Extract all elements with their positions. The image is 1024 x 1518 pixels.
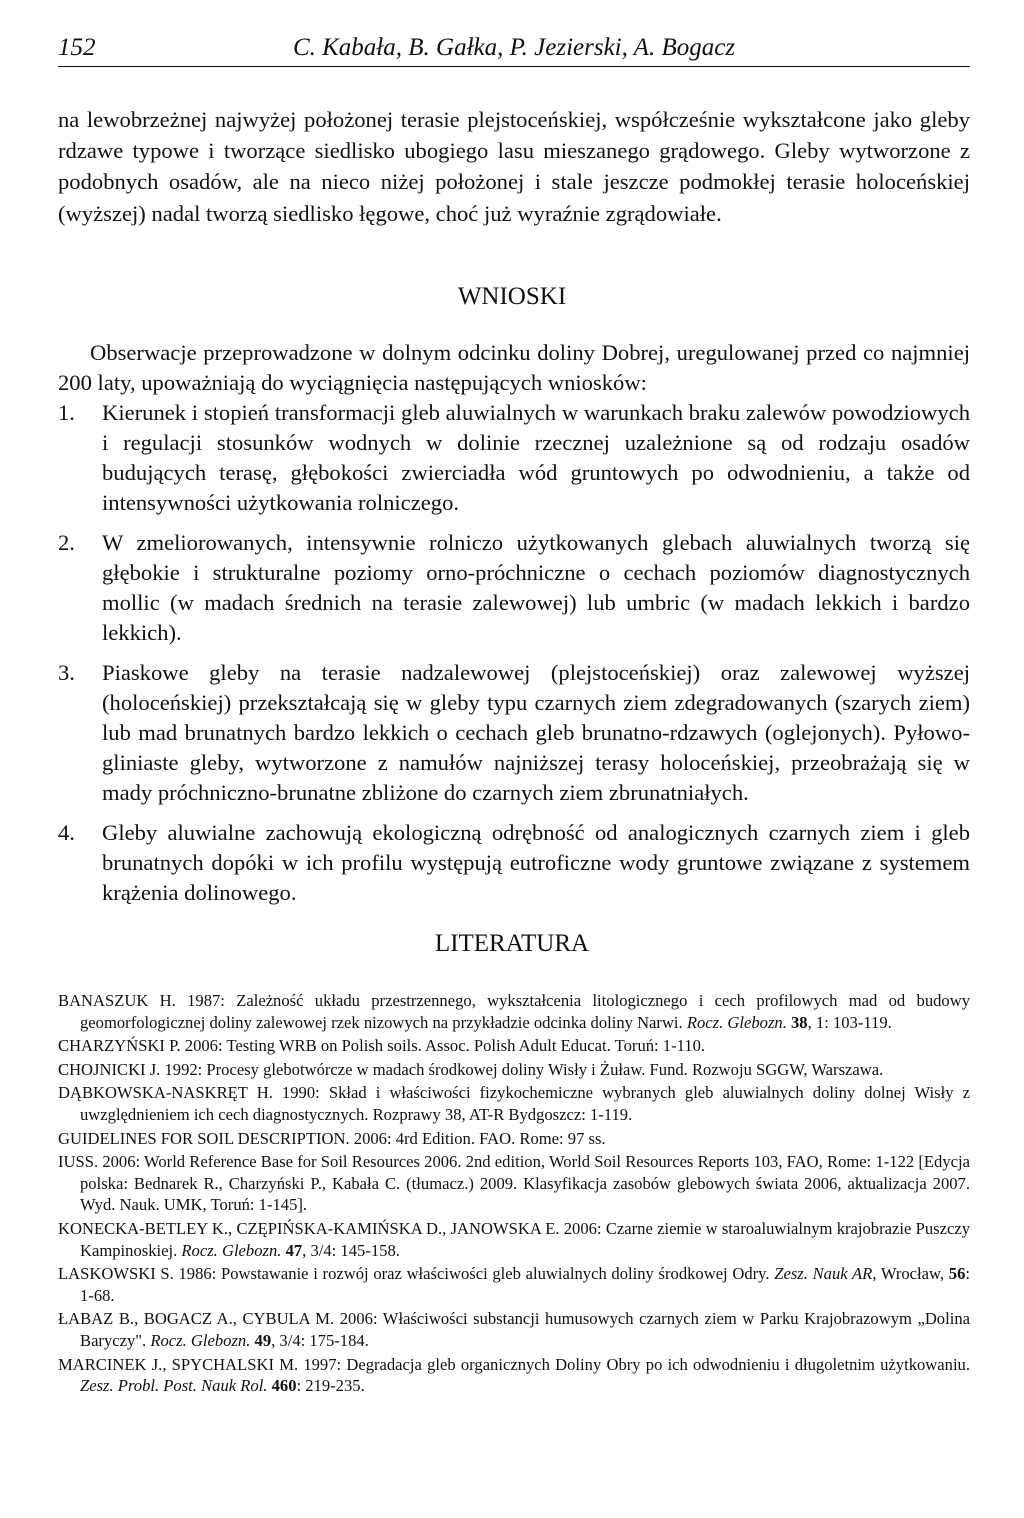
conclusion-number: 1. <box>58 400 75 425</box>
reference-pages: , 3/4: 145-158. <box>302 1240 400 1260</box>
conclusion-number: 2. <box>58 530 75 555</box>
reference-item <box>58 1059 970 1081</box>
reference-volume: 56 <box>948 1264 966 1284</box>
reference-pages: : 1-68. <box>80 1264 970 1305</box>
conclusions-intro <box>58 338 970 398</box>
conclusion-item <box>58 528 970 648</box>
reference-item <box>58 1128 970 1150</box>
reference-item <box>58 1308 970 1351</box>
reference-item <box>58 1082 970 1125</box>
conclusion-item <box>58 658 970 808</box>
reference-text: CHARZYŃSKI P. 2006: Testing WRB on Polish soils. Assoc. Polish Adult Educat. Toruń: 1-110. <box>58 1036 706 1056</box>
reference-journal: Zesz. Probl. Post. Nauk Rol. <box>80 1376 268 1396</box>
reference-text: CHOJNICKI J. 1992: Procesy glebotwórcze w madach środkowej doliny Wisły i Żuław. Fund. Rozwoju SGGW, Warszawa. <box>58 1059 884 1079</box>
reference-volume: 49 <box>250 1330 272 1350</box>
intro-text: na lewobrzeżnej najwyżej położonej terasie plejstoceńskiej, współcześnie wykształcone jako gleby rdzawe typowe i tworzące siedlisko ubogiego lasu mieszanego grądowego. Gleby wytworzone z podobnych osadów, ale na nieco niżej położonej i stale jeszcze podmokłej terasie holoceńskiej (wyższej) nadal tworzą siedlisko łęgowe, choć już wyraźnie zgrądowiałe. <box>58 107 970 226</box>
conclusion-number: 3. <box>58 660 75 685</box>
conclusion-item <box>58 818 970 908</box>
reference-pages: , 1: 103-119. <box>807 1012 892 1032</box>
intro-paragraph <box>58 104 970 229</box>
conclusions-intro-text: Obserwacje przeprowadzone w dolnym odcinku doliny Dobrej, uregulowanej przed co najmniej 200 laty, upoważniają do wyciągnięcia następujących wniosków: <box>58 340 970 395</box>
reference-text: BANASZUK H. 1987: Zależność układu przestrzennego, wykształcenia litologicznego i cech profilowych mad od budowy geomorfologicznej doliny zalewowej rzek nizowych na przykładzie odcinka doliny Narwi. <box>58 991 970 1032</box>
reference-journal: Zesz. Nauk AR <box>774 1264 873 1284</box>
reference-item <box>58 1151 970 1216</box>
reference-volume: 38 <box>786 1012 808 1032</box>
literature-heading: LITERATURA <box>434 930 590 957</box>
reference-item <box>58 1354 970 1397</box>
reference-text: KONECKA-BETLEY K., CZĘPIŃSKA-KAMIŃSKA D., JANOWSKA E. 2006: Czarne ziemie w staroaluwialnym krajobrazie Puszczy Kampinoskiej. <box>58 1218 970 1260</box>
reference-list <box>58 990 970 1399</box>
reference-journal: Rocz. Glebozn. <box>150 1330 251 1350</box>
reference-volume: 460 <box>267 1376 297 1396</box>
conclusion-text: Piaskowe gleby na terasie nadzalewowej (plejstoceńskiej) oraz zalewowej wyższej (holoceńskiej) przekształcają się w gleby typu czarnych ziem zdegradowanych (szarych ziem) lub mad brunatnych bardzo lekkich o cechach gleb brunatno-rdzawych (oglejonych). Pyłowo-gliniaste gleby, wytworzone z namułów najniższej terasy holoceńskiej, przeobrażają się w mady próchniczno-brunatne zbliżone do czarnych ziem zbrunatniałych. <box>102 660 970 805</box>
reference-item <box>58 1218 970 1261</box>
reference-pages: , 3/4: 175-184. <box>271 1330 369 1350</box>
reference-text: MARCINEK J., SPYCHALSKI M. 1997: Degradacja gleb organicznych Doliny Obry po ich odwodnieniu i długoletnim użytkowaniu. <box>58 1354 970 1374</box>
reference-text: GUIDELINES FOR SOIL DESCRIPTION. 2006: 4rd Edition. FAO. Rome: 97 ss. <box>58 1128 606 1148</box>
reference-pages: : 219-235. <box>296 1376 365 1396</box>
reference-text: DĄBKOWSKA-NASKRĘT H. 1990: Skład i właściwości fizykochemiczne wybranych gleb aluwialnych doliny dolnej Wisły z uwzględnieniem ich cech diagnostycznych. Rozprawy 38, AT-R Bydgoszcz: 1-119. <box>58 1083 970 1124</box>
page-number: 152 <box>58 34 96 61</box>
reference-journal: Rocz. Glebozn. <box>686 1012 787 1032</box>
running-header <box>58 28 970 67</box>
conclusions-heading: WNIOSKI <box>457 283 567 310</box>
conclusion-text: W zmeliorowanych, intensywnie rolniczo użytkowanych glebach aluwialnych tworzą się głębokie i strukturalne poziomy orno-próchniczne o cechach poziomów diagnostycznych mollic (w madach średnich na terasie zalewowej) lub umbric (w madach lekkich i bardzo lekkich). <box>102 530 970 645</box>
reference-text: ŁABAZ B., BOGACZ A., CYBULA M. 2006: Właściwości substancji humusowych czarnych ziem w Parku Krajobrazowym „Dolina Baryczy". <box>58 1309 970 1350</box>
conclusion-text: Kierunek i stopień transformacji gleb aluwialnych w warunkach braku zalewów powodziowych i regulacji stosunków wodnych w dolinie rzecznej uzależnione są od rodzaju osadów budujących terasę, głębokości zwierciadła wód gruntowych po odwodnieniu, a także od intensywności użytkowania rolniczego. <box>102 400 970 515</box>
reference-item <box>58 990 970 1033</box>
reference-item <box>58 1035 970 1057</box>
reference-journal: Rocz. Glebozn. <box>181 1240 282 1260</box>
conclusion-item <box>58 398 970 518</box>
reference-item <box>58 1263 970 1306</box>
running-header-authors: C. Kabała, B. Gałka, P. Jezierski, A. Bogacz <box>292 34 736 61</box>
reference-text: IUSS. 2006: World Reference Base for Soil Resources 2006. 2nd edition, World Soil Resources Reports 103, FAO, Rome: 1-122 [Edycja polska: Bednarek R., Charzyński P., Kabała C. (tłumacz.) 2009. Klasyfikacja zasobów glebowych świata 2006, aktualizacja 2007. Wyd. Nauk. UMK, Toruń: 1-145]. <box>58 1152 970 1215</box>
reference-place: , Wrocław, <box>872 1264 949 1284</box>
conclusions-list <box>58 398 970 908</box>
reference-volume: 47 <box>281 1240 303 1260</box>
conclusion-text: Gleby aluwialne zachowują ekologiczną odrębność od analogicznych czarnych ziem i gleb brunatnych dopóki w ich profilu występują eutroficzne wody gruntowe związane z systemem krążenia dolinowego. <box>102 820 970 905</box>
conclusion-number: 4. <box>58 820 75 845</box>
reference-text: LASKOWSKI S. 1986: Powstawanie i rozwój oraz właściwości gleb aluwialnych doliny środkowej Odry. <box>58 1264 775 1284</box>
